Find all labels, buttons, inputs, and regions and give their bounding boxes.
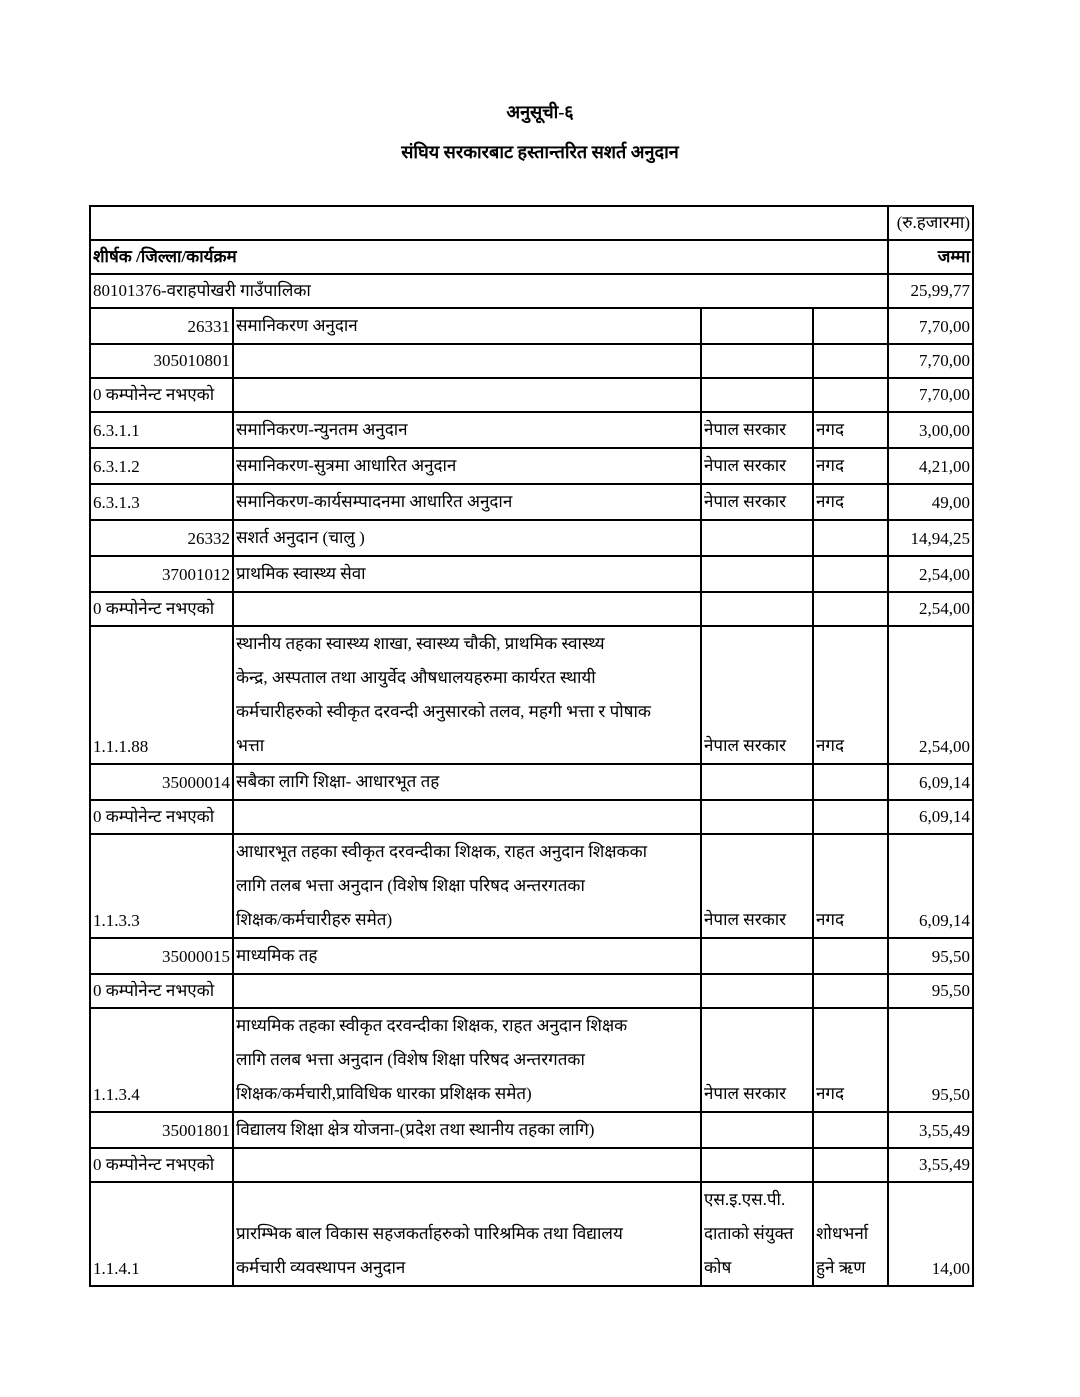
description-line: समानिकरण अनुदान: [236, 316, 358, 335]
code-cell: 0 कम्पोनेन्ट नभएको: [90, 974, 233, 1008]
heading-label: शीर्षक /जिल्ला/कार्यक्रम: [90, 240, 888, 274]
program-code-row: [90, 938, 973, 974]
source-line: नेपाल सरकार: [704, 736, 787, 755]
description-cell: [233, 974, 701, 1008]
description-cell: [233, 412, 701, 448]
blank-cell: [90, 206, 888, 240]
description-line: सबैका लागि शिक्षा- आधारभूत तह: [236, 772, 440, 791]
mode-cell: [813, 484, 888, 520]
source-cell: [701, 448, 813, 484]
mode-cell: [813, 1112, 888, 1148]
description-cell: [233, 764, 701, 800]
description-cell: [233, 1182, 701, 1286]
source-line: नेपाल सरकार: [704, 1084, 787, 1103]
amount-cell: 7,70,00: [888, 308, 973, 344]
office-amount: 25,99,77: [888, 274, 973, 308]
description-cell: [233, 378, 701, 412]
description-cell: [233, 308, 701, 344]
code-cell: 305010801: [90, 344, 233, 378]
source-cell: [701, 484, 813, 520]
amount-cell: 14,94,25: [888, 520, 973, 556]
line-item-row: [90, 834, 973, 938]
source-cell: [701, 1112, 813, 1148]
code-cell: 35000015: [90, 938, 233, 974]
amount-cell: 2,54,00: [888, 626, 973, 764]
source-cell: [701, 764, 813, 800]
amount-cell: 3,55,49: [888, 1112, 973, 1148]
total-label: जम्मा: [888, 240, 973, 274]
source-line: नेपाल सरकार: [704, 456, 787, 475]
description-line: केन्द्र, अस्पताल तथा आयुर्वेद औषधालयहरुमा कार्यरत स्थायी: [236, 668, 596, 687]
mode-cell: [813, 520, 888, 556]
code-cell: 35001801: [90, 1112, 233, 1148]
heading-row: [90, 240, 973, 274]
amount-cell: 4,21,00: [888, 448, 973, 484]
code-cell: 0 कम्पोनेन्ट नभएको: [90, 1148, 233, 1182]
amount-cell: 2,54,00: [888, 592, 973, 626]
source-cell: [701, 626, 813, 764]
source-cell: [701, 800, 813, 834]
program-code-row: [90, 1112, 973, 1148]
description-line: कर्मचारीहरुको स्वीकृत दरवन्दी अनुसारको तलव, महगी भत्ता र पोषाक: [236, 702, 651, 721]
description-cell: [233, 592, 701, 626]
mode-cell: [813, 834, 888, 938]
mode-cell: [813, 344, 888, 378]
source-line: नेपाल सरकार: [704, 910, 787, 929]
description-line: आधारभूत तहका स्वीकृत दरवन्दीका शिक्षक, राहत अनुदान शिक्षकका: [236, 842, 648, 861]
mode-cell: [813, 308, 888, 344]
office-label: 80101376-वराहपोखरी गाउँपालिका: [90, 274, 888, 308]
mode-line: नगद: [816, 420, 845, 439]
code-cell: 6.3.1.1: [90, 412, 233, 448]
mode-line: नगद: [816, 910, 845, 929]
description-line: समानिकरण-न्युनतम अनुदान: [236, 420, 408, 439]
mode-cell: [813, 448, 888, 484]
mode-line: नगद: [816, 1084, 845, 1103]
program-code-row: [90, 344, 973, 378]
amount-cell: 95,50: [888, 938, 973, 974]
program-code-row: [90, 308, 973, 344]
source-line: दाताको संयुक्त: [704, 1224, 794, 1243]
line-item-row: [90, 378, 973, 412]
source-cell: [701, 412, 813, 448]
amount-cell: 14,00: [888, 1182, 973, 1286]
description-line: सशर्त अनुदान (चालु ): [236, 528, 365, 547]
source-cell: [701, 974, 813, 1008]
description-cell: [233, 448, 701, 484]
description-line: विद्यालय शिक्षा क्षेत्र योजना-(प्रदेश तथा स्थानीय तहका लागि): [236, 1120, 595, 1139]
description-cell: [233, 1148, 701, 1182]
description-cell: [233, 344, 701, 378]
amount-cell: 7,70,00: [888, 378, 973, 412]
code-cell: 6.3.1.3: [90, 484, 233, 520]
code-cell: 1.1.3.4: [90, 1008, 233, 1112]
source-cell: [701, 1182, 813, 1286]
amount-cell: 3,55,49: [888, 1148, 973, 1182]
mode-cell: [813, 1182, 888, 1286]
line-item-row: [90, 1182, 973, 1286]
source-cell: [701, 1008, 813, 1112]
amount-cell: 95,50: [888, 974, 973, 1008]
description-line: माध्यमिक तह: [236, 946, 318, 965]
description-cell: [233, 520, 701, 556]
grant-table: [89, 205, 974, 1287]
mode-line: नगद: [816, 736, 845, 755]
line-item-row: [90, 1008, 973, 1112]
description-line: समानिकरण-सुत्रमा आधारित अनुदान: [236, 456, 457, 475]
source-cell: [701, 1148, 813, 1182]
source-cell: [701, 556, 813, 592]
mode-cell: [813, 1148, 888, 1182]
description-line: कर्मचारी व्यवस्थापन अनुदान: [236, 1258, 406, 1277]
description-line: प्राथमिक स्वास्थ्य सेवा: [236, 564, 366, 583]
source-cell: [701, 378, 813, 412]
mode-line: नगद: [816, 492, 845, 511]
code-cell: 1.1.4.1: [90, 1182, 233, 1286]
source-cell: [701, 344, 813, 378]
line-item-row: [90, 626, 973, 764]
description-cell: [233, 556, 701, 592]
source-cell: [701, 308, 813, 344]
code-cell: 1.1.1.88: [90, 626, 233, 764]
description-line: भत्ता: [236, 736, 265, 755]
mode-cell: [813, 938, 888, 974]
description-cell: [233, 484, 701, 520]
source-line: नेपाल सरकार: [704, 492, 787, 511]
description-cell: [233, 626, 701, 764]
unit-row: [90, 206, 973, 240]
mode-cell: [813, 556, 888, 592]
code-cell: 26331: [90, 308, 233, 344]
mode-cell: [813, 1008, 888, 1112]
document-subtitle: संघिय सरकारबाट हस्तान्तरित सशर्त अनुदान: [401, 142, 679, 162]
amount-cell: 6,09,14: [888, 834, 973, 938]
unit-label: (रु.हजारमा): [888, 206, 973, 240]
program-code-row: [90, 556, 973, 592]
code-cell: 0 कम्पोनेन्ट नभएको: [90, 378, 233, 412]
description-line: शिक्षक/कर्मचारीहरु समेत): [236, 910, 393, 929]
description-line: लागि तलब भत्ता अनुदान (विशेष शिक्षा परिषद अन्तरगतका: [236, 876, 585, 895]
description-cell: [233, 834, 701, 938]
description-line: प्रारम्भिक बाल विकास सहजकर्ताहरुको पारिश्रमिक तथा विद्यालय: [236, 1224, 623, 1243]
line-item-row: [90, 484, 973, 520]
description-cell: [233, 938, 701, 974]
office-row: [90, 274, 973, 308]
description-line: माध्यमिक तहका स्वीकृत दरवन्दीका शिक्षक, राहत अनुदान शिक्षक: [236, 1016, 628, 1035]
description-line: समानिकरण-कार्यसम्पादनमा आधारित अनुदान: [236, 492, 513, 511]
source-line: एस.इ.एस.पी.: [704, 1190, 786, 1209]
line-item-row: [90, 974, 973, 1008]
mode-line: हुने ऋण: [816, 1258, 866, 1277]
program-code-row: [90, 520, 973, 556]
source-line: कोष: [704, 1258, 732, 1277]
code-cell: 26332: [90, 520, 233, 556]
description-line: शिक्षक/कर्मचारी,प्राविधिक धारका प्रशिक्षक समेत): [236, 1084, 532, 1103]
line-item-row: [90, 448, 973, 484]
amount-cell: 7,70,00: [888, 344, 973, 378]
source-cell: [701, 834, 813, 938]
amount-cell: 6,09,14: [888, 800, 973, 834]
source-line: नेपाल सरकार: [704, 420, 787, 439]
mode-cell: [813, 412, 888, 448]
source-cell: [701, 520, 813, 556]
amount-cell: 2,54,00: [888, 556, 973, 592]
mode-cell: [813, 764, 888, 800]
amount-cell: 95,50: [888, 1008, 973, 1112]
document-title: अनुसूची-६: [506, 102, 574, 122]
line-item-row: [90, 592, 973, 626]
line-item-row: [90, 800, 973, 834]
amount-cell: 49,00: [888, 484, 973, 520]
description-cell: [233, 800, 701, 834]
mode-line: शोधभर्ना: [816, 1224, 869, 1243]
program-code-row: [90, 764, 973, 800]
code-cell: 0 कम्पोनेन्ट नभएको: [90, 592, 233, 626]
description-cell: [233, 1112, 701, 1148]
description-line: स्थानीय तहका स्वास्थ्य शाखा, स्वास्थ्य चौकी, प्राथमिक स्वास्थ्य: [236, 634, 605, 653]
source-cell: [701, 592, 813, 626]
amount-cell: 3,00,00: [888, 412, 973, 448]
source-cell: [701, 938, 813, 974]
line-item-row: [90, 412, 973, 448]
mode-cell: [813, 378, 888, 412]
code-cell: 6.3.1.2: [90, 448, 233, 484]
mode-cell: [813, 800, 888, 834]
code-cell: 0 कम्पोनेन्ट नभएको: [90, 800, 233, 834]
code-cell: 1.1.3.3: [90, 834, 233, 938]
mode-cell: [813, 592, 888, 626]
amount-cell: 6,09,14: [888, 764, 973, 800]
mode-cell: [813, 626, 888, 764]
description-cell: [233, 1008, 701, 1112]
code-cell: 37001012: [90, 556, 233, 592]
code-cell: 35000014: [90, 764, 233, 800]
description-line: लागि तलब भत्ता अनुदान (विशेष शिक्षा परिषद अन्तरगतका: [236, 1050, 585, 1069]
mode-line: नगद: [816, 456, 845, 475]
mode-cell: [813, 974, 888, 1008]
line-item-row: [90, 1148, 973, 1182]
